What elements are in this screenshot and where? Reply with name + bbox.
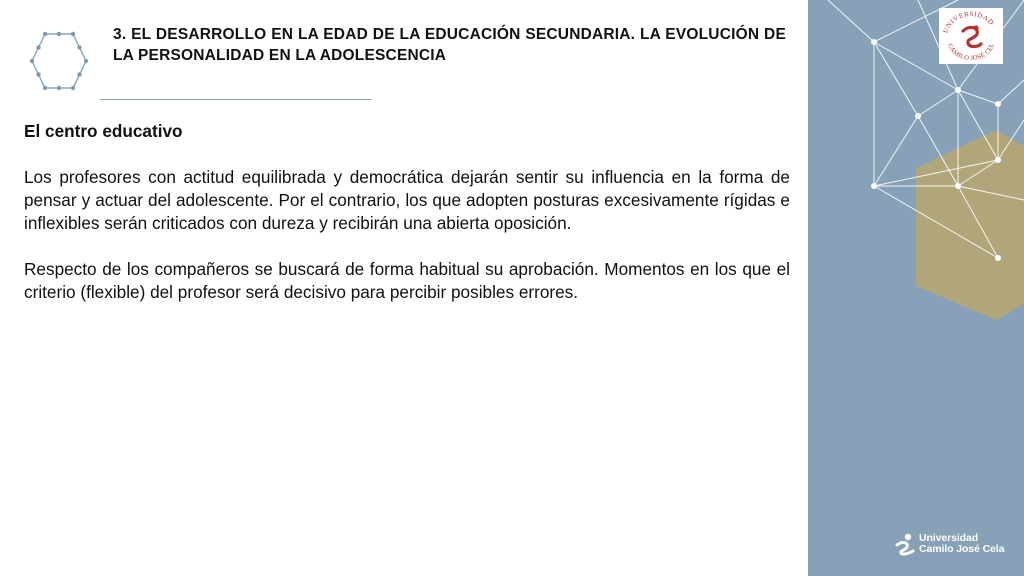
body-paragraph-teachers: Los profesores con actitud equilibrada y democrática dejarán sentir su influencia en la forma de pensar y actuar del adolescente. Por el contrario, los que adopten posturas excesivamente rígidas e inflexibles serán criticados con dureza y recibirán una abierta oposición. bbox=[24, 167, 790, 233]
svg-text:UNIVERSIDAD: UNIVERSIDAD bbox=[941, 9, 996, 35]
title-divider bbox=[100, 99, 372, 100]
slide-title: 3. EL DESARROLLO EN LA EDAD DE LA EDUCACIÓN SECUNDARIA. LA EVOLUCIÓN DE LA PERSONALIDAD EN LA ADOLESCENCIA bbox=[113, 26, 786, 64]
ucjc-logo-icon bbox=[894, 532, 916, 556]
university-logo bbox=[894, 531, 1004, 557]
university-seal-icon bbox=[939, 8, 1003, 64]
brand-line-2: Camilo José Cela bbox=[919, 543, 1005, 555]
slide-body bbox=[24, 120, 790, 304]
section-heading: El centro educativo bbox=[24, 121, 183, 141]
brand-line-1: Universidad bbox=[919, 532, 979, 544]
body-paragraph-peers: Respecto de los compañeros se buscará de forma habitual su aprobación. Momentos en los que el criterio (flexible) del profesor será decisivo para percibir posibles errores. bbox=[24, 259, 790, 302]
decorative-side-panel bbox=[808, 0, 1024, 576]
network-graphic bbox=[808, 0, 1024, 576]
svg-text:CAMILO JOSÉ CELA: CAMILO JOSÉ CEL bbox=[946, 42, 996, 63]
hexagon-dots-icon bbox=[28, 30, 90, 92]
